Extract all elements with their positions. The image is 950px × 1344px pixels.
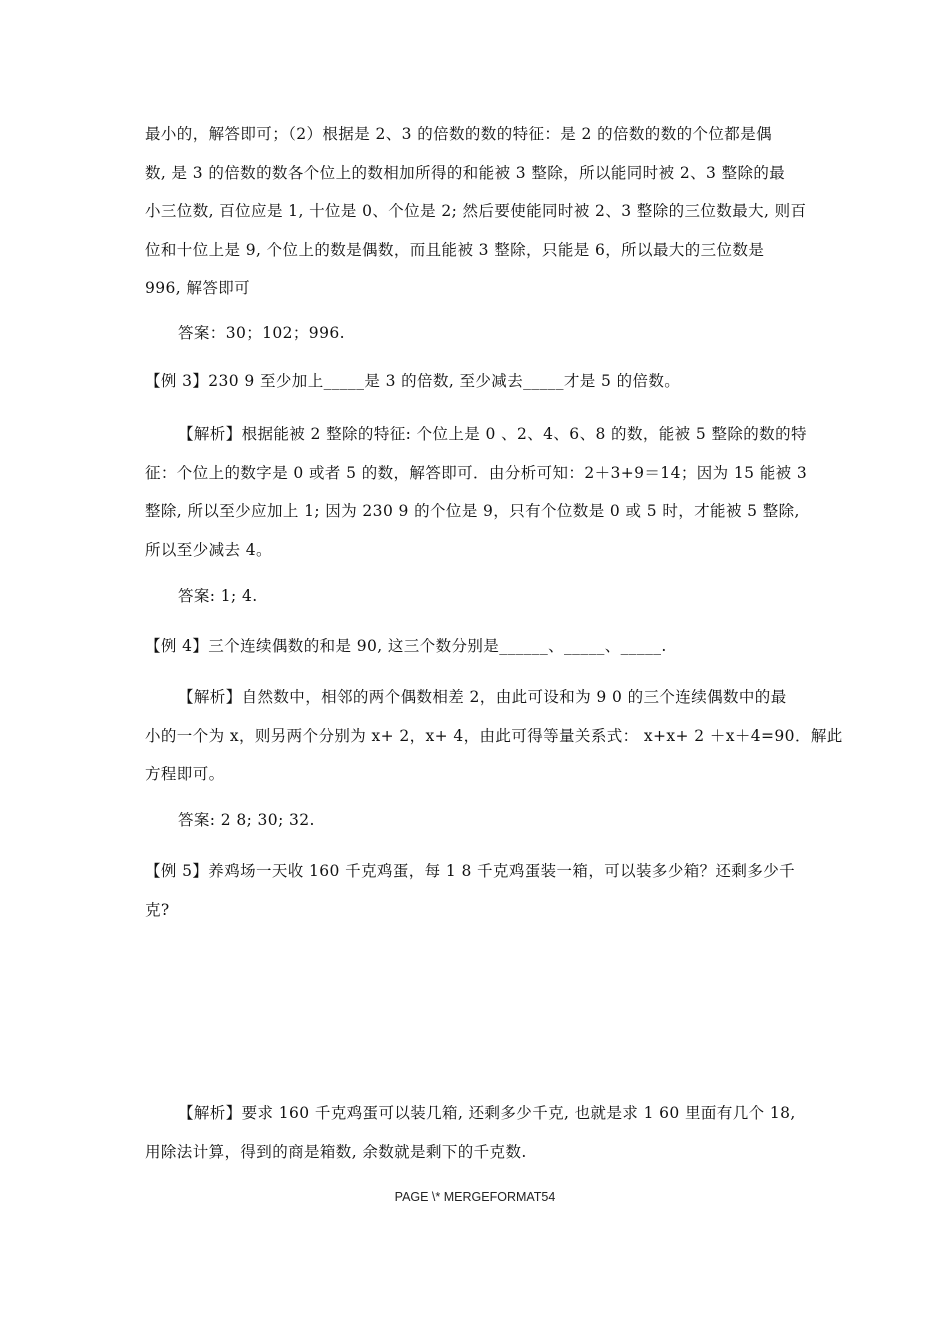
analysis-paragraph-continued (145, 115, 807, 308)
text-line: 数, 是 3 的倍数的数各个位上的数相加所得的和能被 3 整除，所以能同时被 2、3 整除的最 (145, 163, 786, 182)
text-line: 位和十位上是 9, 个位上的数是偶数，而且能被 3 整除，只能是 6，所以最大的三位数是 (145, 240, 765, 259)
text-line: 小三位数, 百位应是 1, 十位是 0、个位是 2; 然后要使能同时被 2、3 整除的三位数最大, 则百 (145, 202, 807, 220)
answer-example-3 (178, 577, 807, 616)
text-line: 996, 解答即可 (145, 279, 251, 297)
example-5-question (145, 852, 807, 929)
text-line: 整除, 所以至少应加上 1; 因为 230 9 的个位是 9，只有个位数是 0 或 5 时，才能被 5 整除, (145, 502, 800, 520)
text-line: 【解析】要求 160 千克鸡蛋可以装几箱, 还剩多少千克, 也就是求 1 60 里面有几个 18, (178, 1104, 796, 1122)
example-4-question (145, 627, 807, 666)
example-5-analysis (145, 1094, 807, 1171)
answer-example-4 (178, 801, 807, 840)
example-3-analysis (145, 415, 807, 569)
answer-text: 答案: 2 8; 30; 32. (178, 811, 315, 829)
text-line: 小的一个为 x，则另两个分别为 x+ 2，x+ 4，由此可得等量关系式： x+x+ 2 ＋x＋4=90．解此 (145, 726, 843, 745)
text-line: 克? (145, 900, 170, 919)
text-line: 方程即可。 (145, 765, 225, 783)
answer-example-2 (178, 314, 807, 353)
example-4-analysis (145, 678, 843, 794)
page-footer: PAGE \* MERGEFORMAT54 (394, 1190, 556, 1204)
question-text: 【例 4】三个连续偶数的和是 90, 这三个数分别是______、_____、_____. (145, 637, 667, 655)
text-line: 最小的，解答即可；（2）根据是 2、3 的倍数的数的特征：是 2 的倍数的数的个位都是偶 (145, 125, 773, 143)
text-line: 用除法计算，得到的商是箱数, 余数就是剩下的千克数. (145, 1142, 527, 1161)
answer-text: 答案：30；102；996. (178, 324, 345, 342)
example-3-question (145, 362, 807, 401)
text-line: 征：个位上的数字是 0 或者 5 的数，解答即可．由分析可知：2＋3+9＝14；因为 15 能被 3 (145, 463, 808, 482)
question-text: 【例 3】230 9 至少加上_____是 3 的倍数, 至少减去_____才是 5 的倍数。 (145, 372, 681, 390)
text-line: 【例 5】养鸡场一天收 160 千克鸡蛋，每 1 8 千克鸡蛋装一箱，可以装多少箱？还剩多少千 (145, 862, 796, 880)
text-line: 【解析】自然数中，相邻的两个偶数相差 2，由此可设和为 9 0 的三个连续偶数中的最 (178, 688, 787, 706)
text-line: 所以至少减去 4。 (145, 540, 272, 559)
answer-text: 答案: 1; 4. (178, 587, 258, 605)
text-line: 【解析】根据能被 2 整除的特征: 个位上是 0 、2、4、6、8 的数，能被 5 整除的数的特 (178, 425, 807, 443)
